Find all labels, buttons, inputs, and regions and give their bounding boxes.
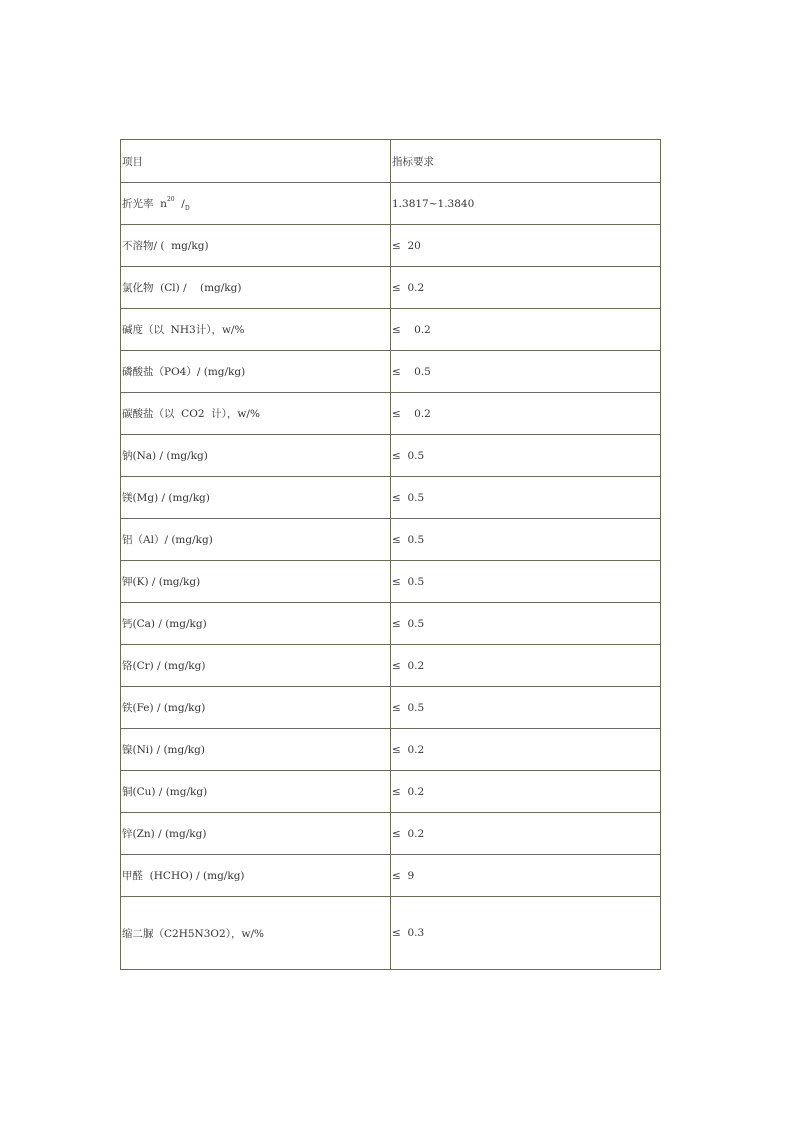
table-row	[121, 435, 661, 477]
requirement-cell: ≤ 0.5	[391, 477, 661, 519]
item-cell: 钾(K) / (mg/kg)	[121, 561, 391, 603]
requirement-cell: ≤ 0.5	[391, 687, 661, 729]
table-row	[121, 645, 661, 687]
requirement-cell: ≤ 0.2	[391, 729, 661, 771]
table-row	[121, 855, 661, 897]
requirement-cell: ≤ 0.3	[391, 897, 661, 970]
requirement-cell: ≤ 0.2	[391, 645, 661, 687]
refractive-prefix: 折光率 n	[122, 197, 167, 210]
spec-table	[120, 139, 661, 970]
item-cell: 甲醛 (HCHO) / (mg/kg)	[121, 855, 391, 897]
requirement-cell: ≤ 0.5	[391, 603, 661, 645]
item-cell: 碱度（以 NH3计），w/%	[121, 309, 391, 351]
table-row	[121, 393, 661, 435]
spec-table-body	[121, 140, 661, 970]
table-row	[121, 225, 661, 267]
item-cell: 不溶物/ ( mg/kg)	[121, 225, 391, 267]
header-item-cell: 项目	[121, 140, 391, 183]
requirement-cell: ≤ 20	[391, 225, 661, 267]
requirement-cell: ≤ 0.5	[391, 519, 661, 561]
requirement-cell: ≤ 0.2	[391, 813, 661, 855]
item-cell: 镁(Mg) / (mg/kg)	[121, 477, 391, 519]
item-cell: 磷酸盐（PO4）/ (mg/kg)	[121, 351, 391, 393]
refractive-subscript: D	[184, 204, 190, 212]
requirement-cell: 1.3817~1.3840	[391, 183, 661, 225]
requirement-cell: ≤ 9	[391, 855, 661, 897]
requirement-cell: ≤ 0.2	[391, 771, 661, 813]
requirement-cell: ≤ 0.5	[391, 435, 661, 477]
table-row	[121, 771, 661, 813]
table-row	[121, 267, 661, 309]
item-cell: 镍(Ni) / (mg/kg)	[121, 729, 391, 771]
table-header-row	[121, 140, 661, 183]
requirement-cell: ≤ 0.2	[391, 309, 661, 351]
table-row	[121, 561, 661, 603]
table-row	[121, 813, 661, 855]
item-cell-refractive-index	[121, 183, 391, 225]
item-cell: 铁(Fe) / (mg/kg)	[121, 687, 391, 729]
table-row	[121, 603, 661, 645]
item-cell: 钠(Na) / (mg/kg)	[121, 435, 391, 477]
table-row	[121, 687, 661, 729]
item-cell: 铜(Cu) / (mg/kg)	[121, 771, 391, 813]
item-cell: 钙(Ca) / (mg/kg)	[121, 603, 391, 645]
requirement-cell: ≤ 0.2	[391, 267, 661, 309]
table-row	[121, 729, 661, 771]
table-row	[121, 351, 661, 393]
refractive-separator: /	[174, 197, 185, 210]
table-row	[121, 519, 661, 561]
item-cell: 缩二脲（C2H5N3O2），w/%	[121, 897, 391, 970]
item-cell: 碳酸盐（以 CO2 计），w/%	[121, 393, 391, 435]
requirement-cell: ≤ 0.2	[391, 393, 661, 435]
table-row	[121, 477, 661, 519]
item-cell: 铝（Al）/ (mg/kg)	[121, 519, 391, 561]
header-requirement-cell: 指标要求	[391, 140, 661, 183]
table-row	[121, 309, 661, 351]
requirement-cell: ≤ 0.5	[391, 561, 661, 603]
item-cell: 氯化物 (Cl) / (mg/kg)	[121, 267, 391, 309]
refractive-superscript: 20	[166, 195, 175, 203]
item-cell: 铬(Cr) / (mg/kg)	[121, 645, 391, 687]
table-row	[121, 897, 661, 970]
requirement-cell: ≤ 0.5	[391, 351, 661, 393]
table-row	[121, 183, 661, 225]
item-cell: 锌(Zn) / (mg/kg)	[121, 813, 391, 855]
